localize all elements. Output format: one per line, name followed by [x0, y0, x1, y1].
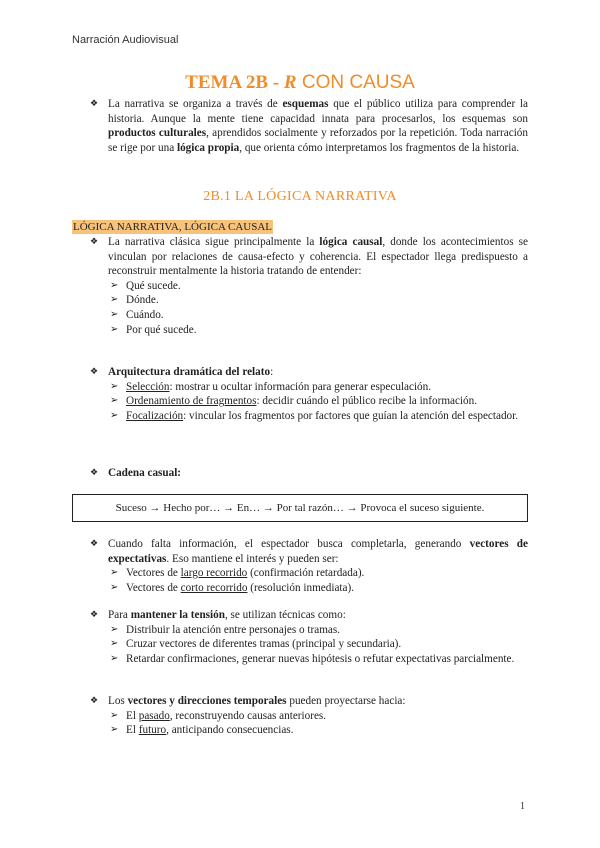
temporal-block	[90, 694, 528, 738]
vectors-block	[90, 537, 528, 595]
chain-block	[90, 466, 528, 481]
list-item: ➢ Vectores de corto recorrido (resolución inmediata).	[90, 581, 528, 596]
list-item: ➢ Cuándo.	[90, 308, 528, 323]
causal-paragraph: ❖ La narrativa clásica sigue principalmente la lógica causal, donde los acontecimientos se vinculan por relaciones de causa-efecto y coherencia. El espectador llega predispuesto a reconstruir mentalmente la historia tratando de entender:	[90, 235, 528, 279]
architecture-heading: ❖ Arquitectura dramática del relato:	[90, 365, 528, 380]
list-item: ➢ Distribuir la atención entre personajes o tramas.	[90, 623, 528, 638]
list-item: ➢ Selección: mostrar u ocultar información para generar especulación.	[90, 380, 528, 395]
list-item: ➢ Cruzar vectores de diferentes tramas (principal y secundaria).	[90, 637, 528, 652]
list-item: ➢ Ordenamiento de fragmentos: decidir cuándo el público recibe la información.	[90, 394, 528, 409]
causal-chain-box: Suceso → Hecho por… → En… → Por tal razón… → Provoca el suceso siguiente.	[72, 494, 528, 522]
tension-block	[90, 608, 528, 666]
architecture-block	[90, 365, 528, 423]
list-item: ➢ El pasado, reconstruyendo causas anteriores.	[90, 709, 528, 724]
list-item: ➢ Qué sucede.	[90, 279, 528, 294]
intro-block	[90, 97, 528, 155]
list-item: ➢ El futuro, anticipando consecuencias.	[90, 723, 528, 738]
list-item: ➢ Dónde.	[90, 293, 528, 308]
list-item: ➢ Retardar confirmaciones, generar nuevas hipótesis o refutar expectativas parcialmente.	[90, 652, 528, 667]
document-header: Narración Audiovisual	[72, 34, 179, 46]
section-title: 2B.1 LA LÓGICA NARRATIVA	[203, 189, 397, 204]
highlighted-subheading: LÓGICA NARRATIVA, LÓGICA CAUSAL	[73, 221, 273, 233]
list-item: ➢ Vectores de largo recorrido (confirmación retardada).	[90, 566, 528, 581]
intro-paragraph: ❖ La narrativa se organiza a través de esquemas que el público utiliza para comprender la historia. Aunque la mente tiene capacidad innata para procesarlos, los esquemas son productos culturales, aprendidos socialmente y reforzados por la repetición. Toda narración se rige por una lógica propia, que orienta cómo interpretamos los fragmentos de la historia.	[90, 97, 528, 155]
list-item: ➢ Por qué sucede.	[90, 323, 528, 338]
causal-block	[90, 235, 528, 337]
vectors-paragraph: ❖ Cuando falta información, el espectador busca completarla, generando vectores de expectativas. Eso mantiene el interés y pueden ser:	[90, 537, 528, 566]
page-title: TEMA 2B - R CON CAUSA	[185, 72, 415, 93]
tension-paragraph: ❖ Para mantener la tensión, se utilizan técnicas como:	[90, 608, 528, 623]
temporal-paragraph: ❖ Los vectores y direcciones temporales pueden proyectarse hacia:	[90, 694, 528, 709]
page-number: 1	[520, 801, 525, 812]
chain-heading: ❖ Cadena casual:	[90, 466, 528, 481]
list-item: ➢ Focalización: vincular los fragmentos por factores que guían la atención del espectador.	[90, 409, 528, 424]
